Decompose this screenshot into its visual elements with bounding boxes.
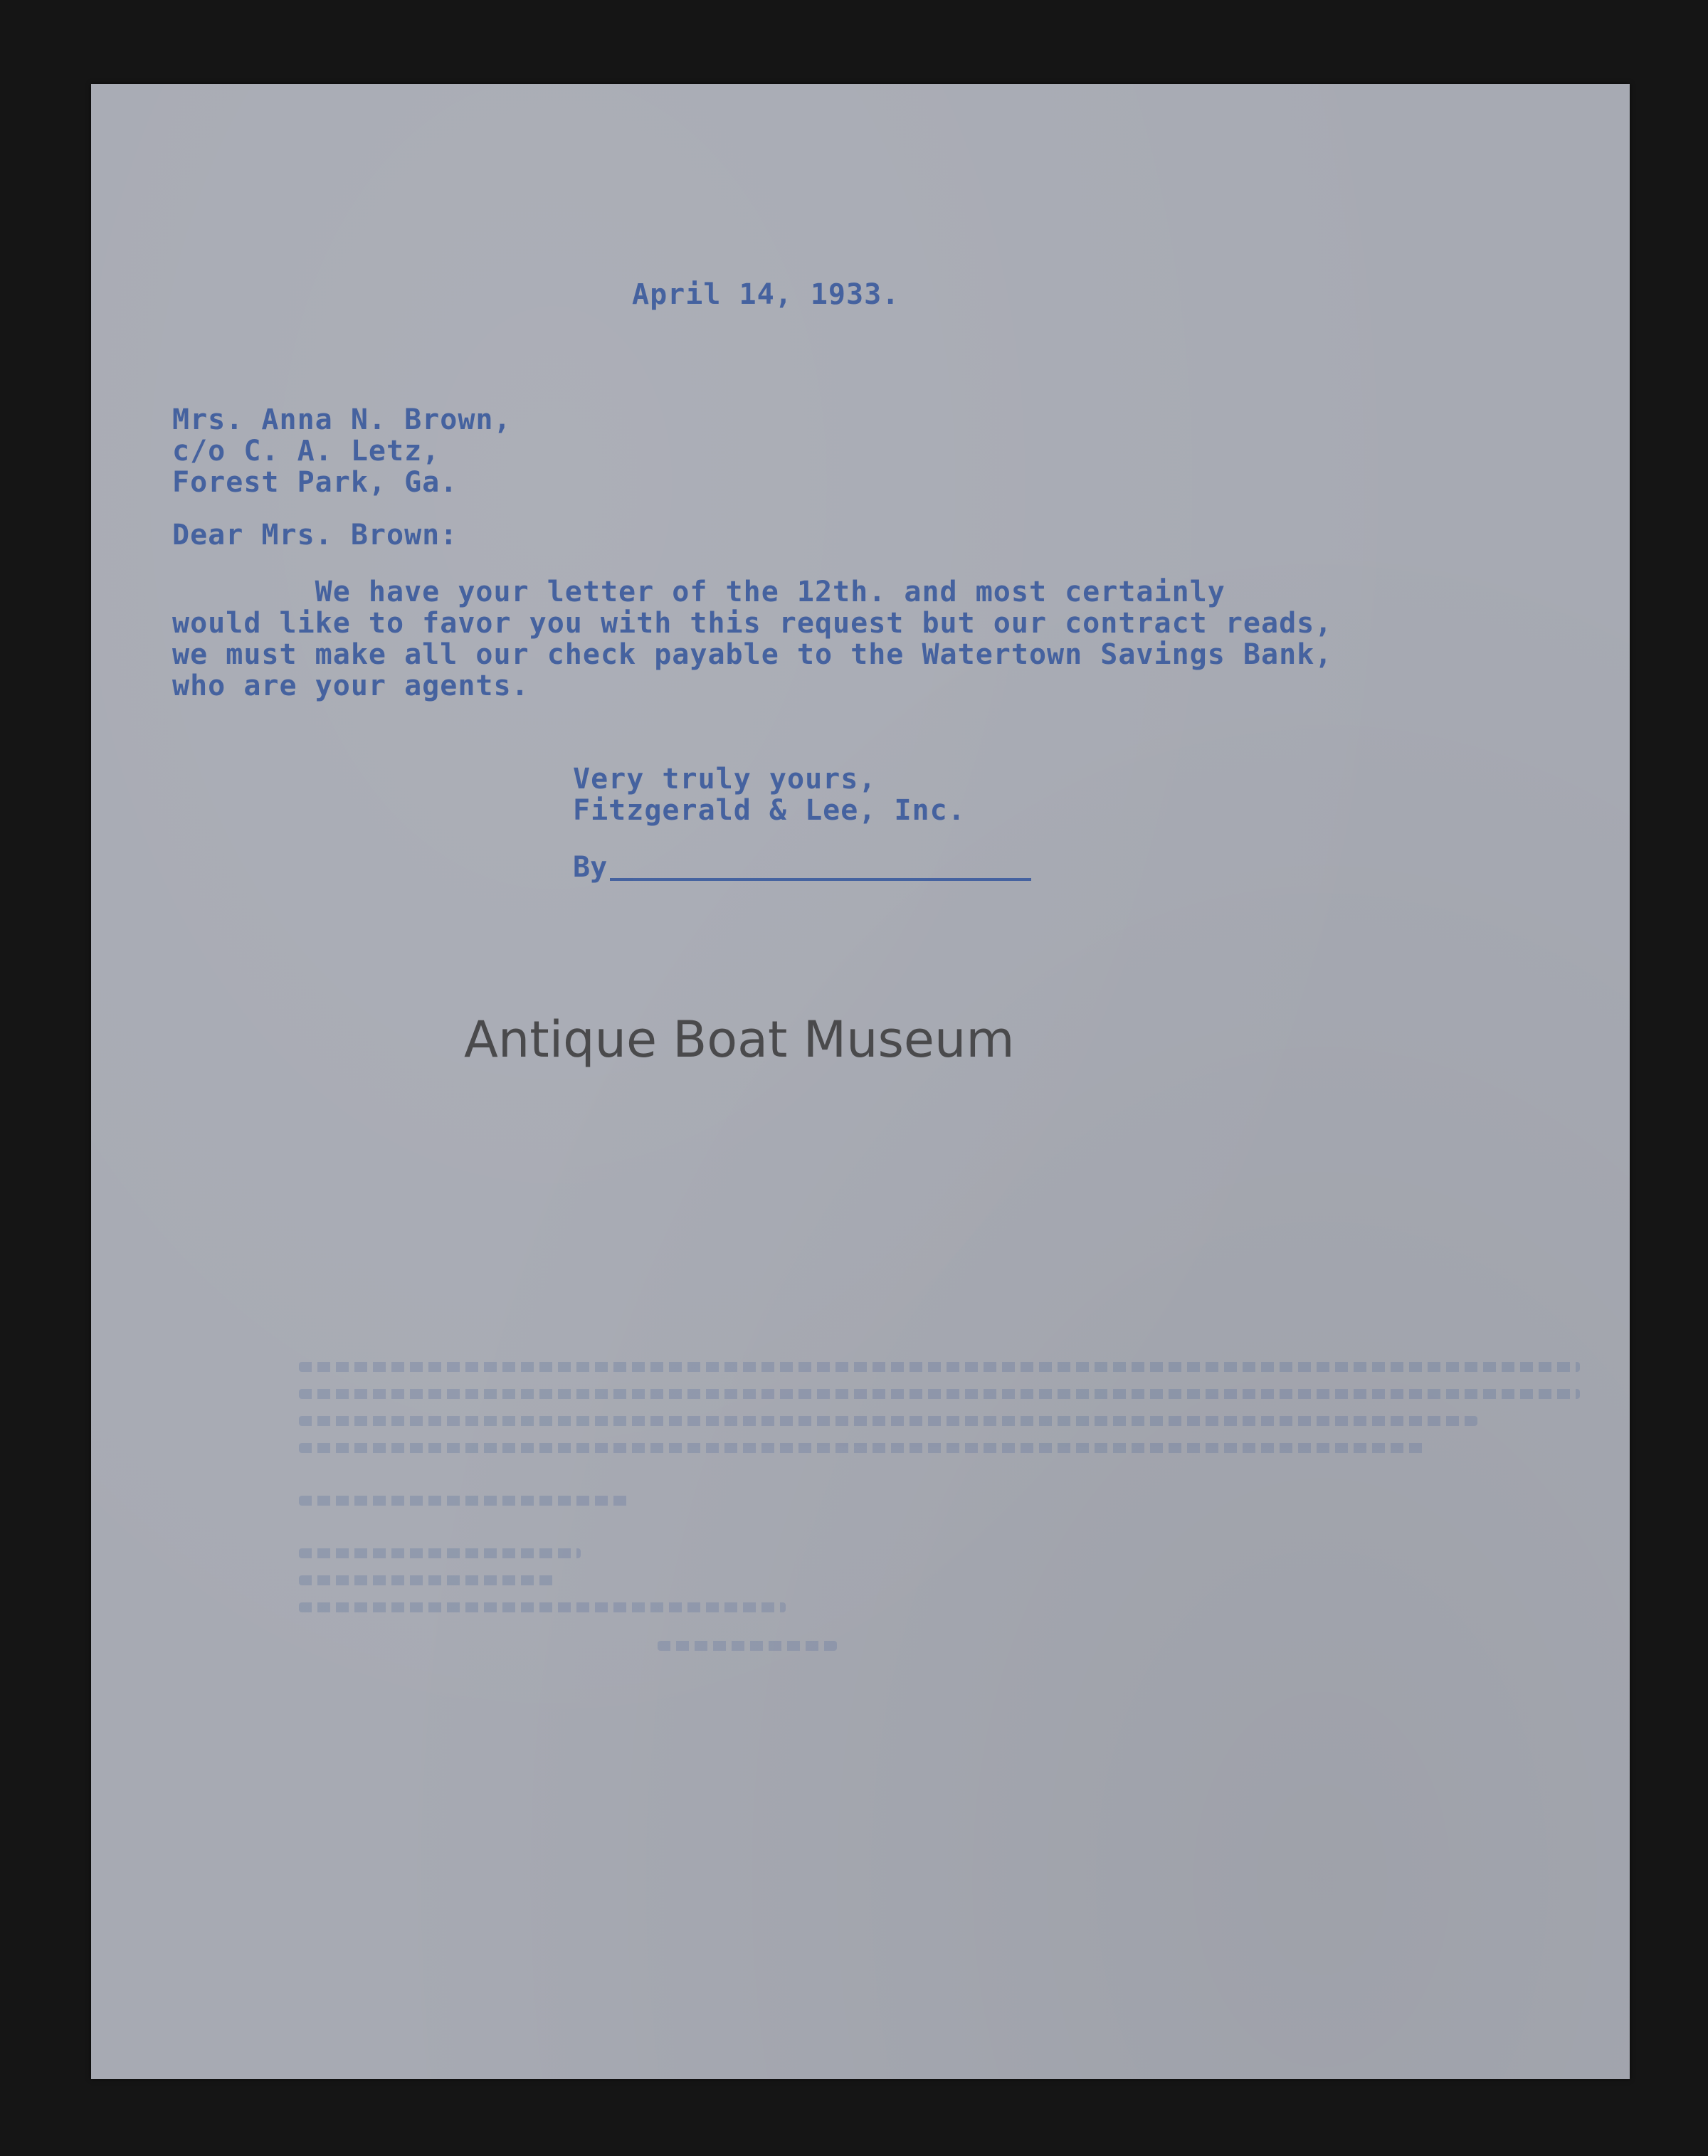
body-line: who are your agents. [172,670,529,702]
reverse-side-bleed-through [299,1345,1580,1715]
letter-date: April 14, 1933. [632,278,900,311]
closing-line: Very truly yours, [573,763,877,796]
body-line: We have your letter of the 12th. and most certainly [172,576,1225,608]
closing-line: Fitzgerald & Lee, Inc. [573,794,966,827]
letter-paper [91,84,1630,2079]
body-line: we must make all our check payable to the Watertown Savings Bank, [172,638,1333,671]
signature-block [573,851,1031,884]
body-line: would like to favor you with this request but our contract reads, [172,607,1333,640]
recipient-line: Forest Park, Ga. [172,466,458,499]
signature-prefix: By [573,851,608,884]
salutation: Dear Mrs. Brown: [172,519,458,551]
recipient-address [172,404,512,498]
signature-line [610,878,1031,881]
letter-body [172,576,1332,702]
recipient-line: c/o C. A. Letz, [172,435,441,467]
museum-watermark: Antique Boat Museum [464,1010,1015,1069]
recipient-line: Mrs. Anna N. Brown, [172,403,512,436]
letter-closing [573,763,966,826]
